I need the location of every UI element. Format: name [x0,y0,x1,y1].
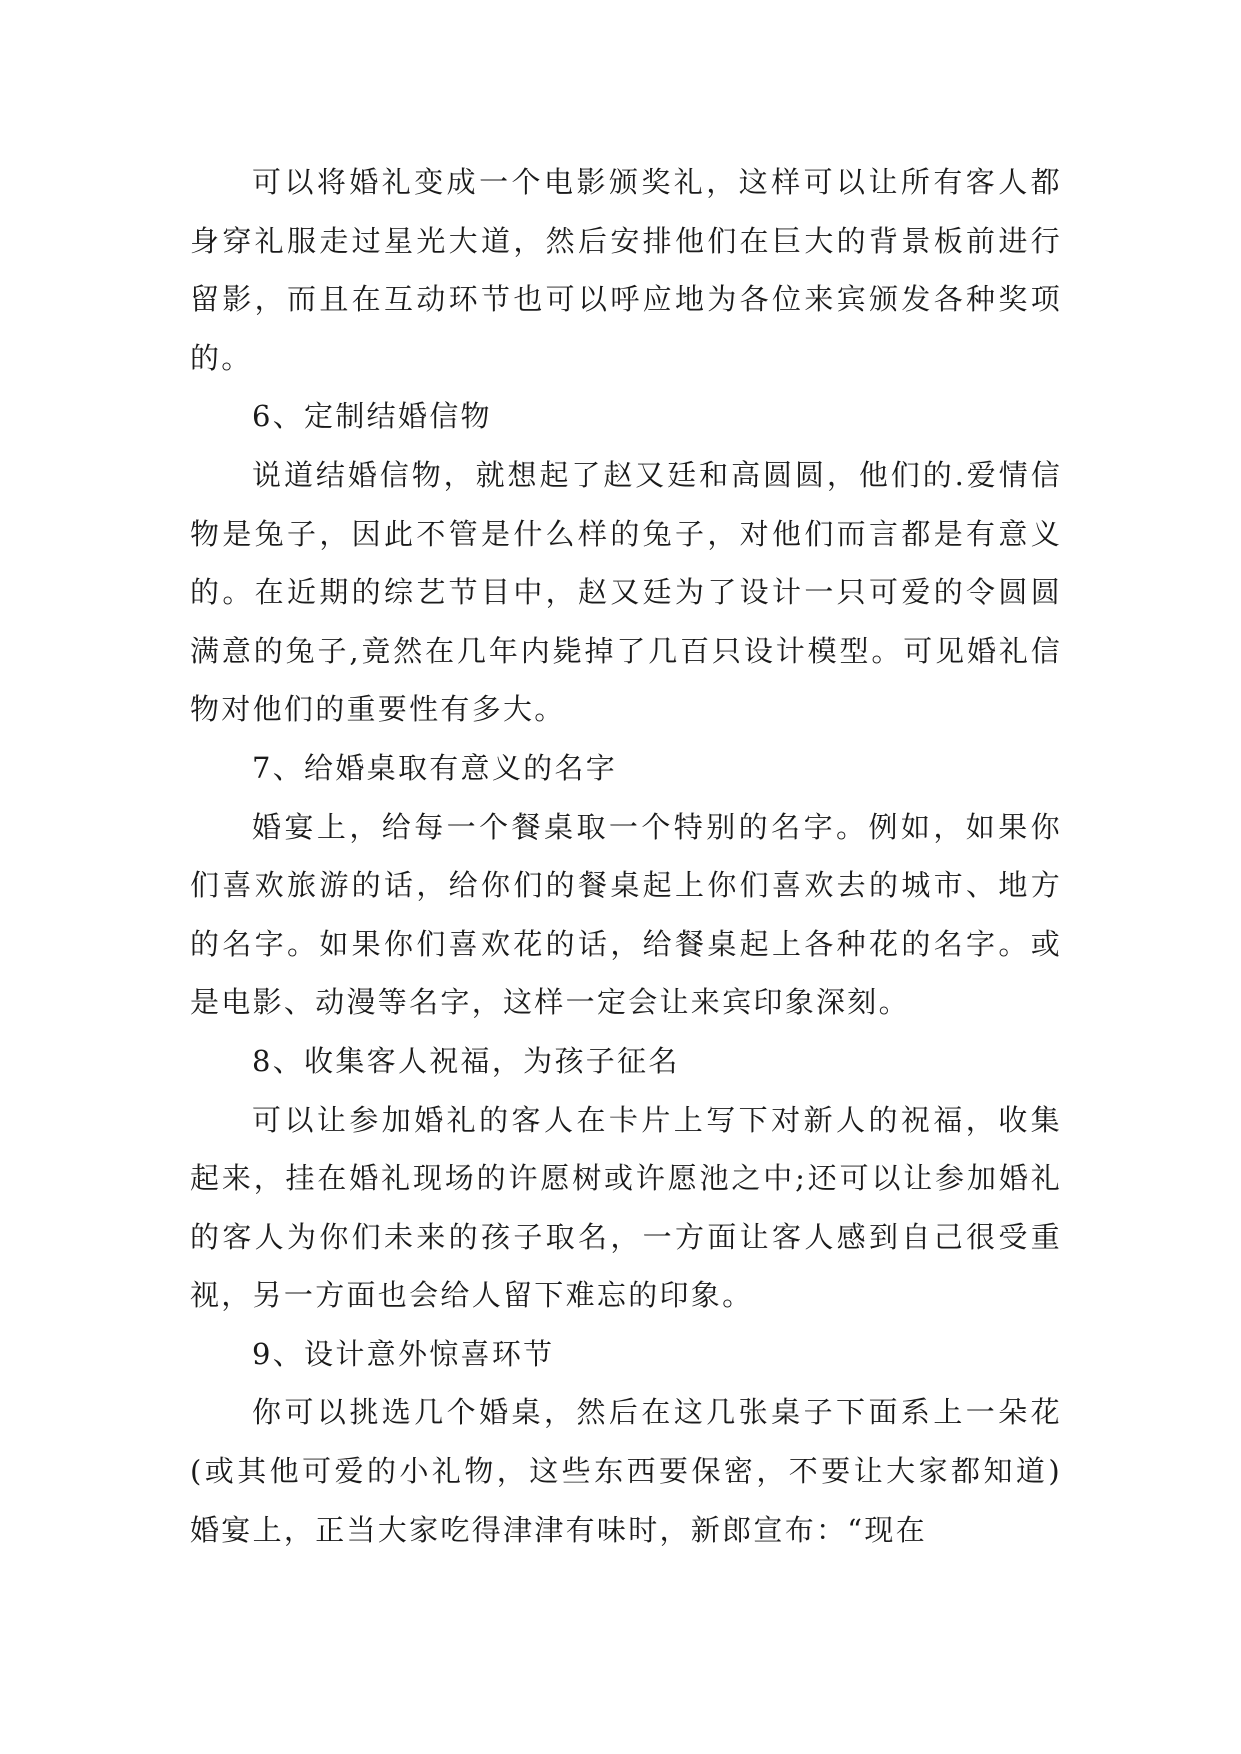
paragraph-table-names: 婚宴上，给每一个餐桌取一个特别的名字。例如，如果你们喜欢旅游的话，给你们的餐桌起上你们喜欢去的城市、地方的名字。如果你们喜欢花的话，给餐桌起上各种花的名字。或是电影、动漫等名字，这样一定会让来宾印象深刻。 [190,809,1062,1020]
paragraph-guest-blessings: 可以让参加婚礼的客人在卡片上写下对新人的祝福，收集起来，挂在婚礼现场的许愿树或许愿池之中;还可以让参加婚礼的客人为你们未来的孩子取名，一方面让客人感到自己很受重视，另一方面也会给人留下难忘的印象。 [190,1102,1062,1313]
section-heading-6: 6、定制结婚信物 [252,399,492,434]
section-heading-7: 7、给婚桌取有意义的名字 [252,750,618,785]
document-body [190,153,1062,1559]
paragraph-award-ceremony: 可以将婚礼变成一个电影颁奖礼，这样可以让所有客人都身穿礼服走过星光大道，然后安排他们在巨大的背景板前进行留影，而且在互动环节也可以呼应地为各位来宾颁发各种奖项的。 [190,165,1062,375]
section-heading-8: 8、收集客人祝福，为孩子征名 [252,1043,680,1078]
paragraph-surprise-segment: 你可以挑选几个婚桌，然后在这几张桌子下面系上一朵花(或其他可爱的小礼物，这些东西要保密，不要让大家都知道)婚宴上，正当大家吃得津津有味时，新郎宣布：“现在 [190,1395,1062,1547]
paragraph-wedding-token: 说道结婚信物，就想起了赵又廷和高圆圆，他们的.爱情信物是兔子，因此不管是什么样的兔子，对他们而言都是有意义的。在近期的综艺节目中，赵又廷为了设计一只可爱的令圆圆满意的兔子,竟然在几年内毙掉了几百只设计模型。可见婚礼信物对他们的重要性有多大。 [190,457,1062,727]
section-heading-9: 9、设计意外惊喜环节 [252,1336,555,1371]
